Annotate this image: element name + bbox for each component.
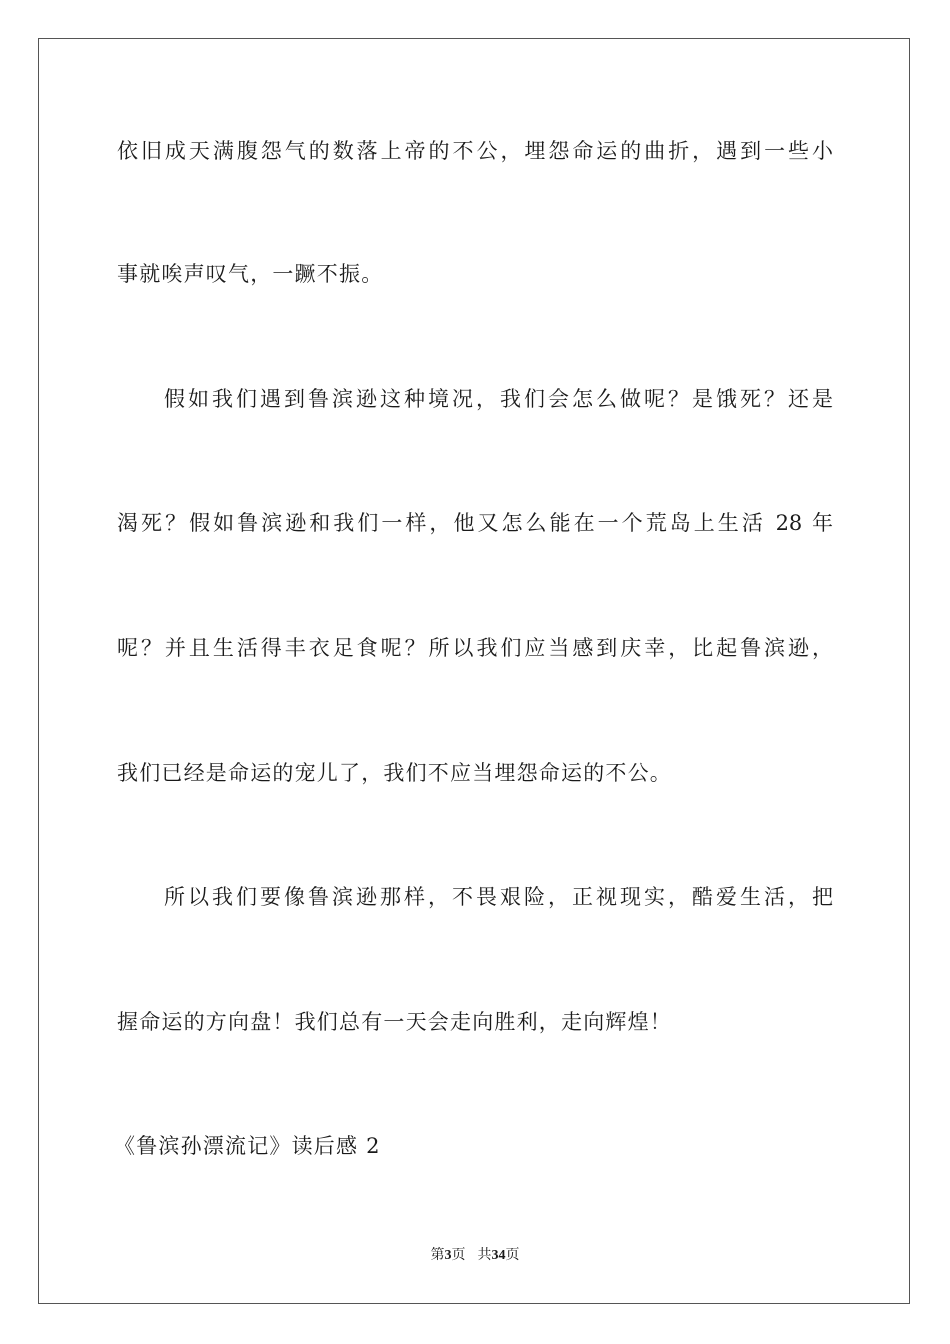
page-number: 3: [444, 1248, 452, 1263]
total-suffix: 页: [505, 1247, 520, 1263]
body-text-line-1: 依旧成天满腹怨气的数落上帝的不公，埋怨命运的曲折，遇到一些小: [117, 139, 833, 163]
page-prefix: 第: [430, 1247, 445, 1263]
total-prefix: 共: [477, 1247, 492, 1263]
page-border: [38, 38, 910, 1304]
page-footer: [0, 1245, 950, 1266]
body-text-line-3: 假如我们遇到鲁滨逊这种境况，我们会怎么做呢？是饿死？还是: [164, 387, 833, 411]
body-text-line-6: 我们已经是命运的宠儿了，我们不应当埋怨命运的不公。: [117, 761, 672, 785]
page-suffix: 页: [451, 1247, 466, 1263]
section-heading: 《鲁滨孙漂流记》读后感 2: [114, 1134, 381, 1158]
body-text-line-8: 握命运的方向盘！我们总有一天会走向胜利，走向辉煌！: [117, 1010, 672, 1034]
body-text-line-5: 呢？并且生活得丰衣足食呢？所以我们应当感到庆幸，比起鲁滨逊，: [117, 636, 833, 660]
body-text-line-2: 事就唉声叹气，一蹶不振。: [117, 262, 384, 286]
body-text-line-4: 渴死？假如鲁滨逊和我们一样，他又怎么能在一个荒岛上生活 28 年: [117, 511, 833, 535]
total-pages: 34: [491, 1248, 506, 1263]
body-text-line-7: 所以我们要像鲁滨逊那样，不畏艰险，正视现实，酷爱生活，把: [164, 885, 833, 909]
